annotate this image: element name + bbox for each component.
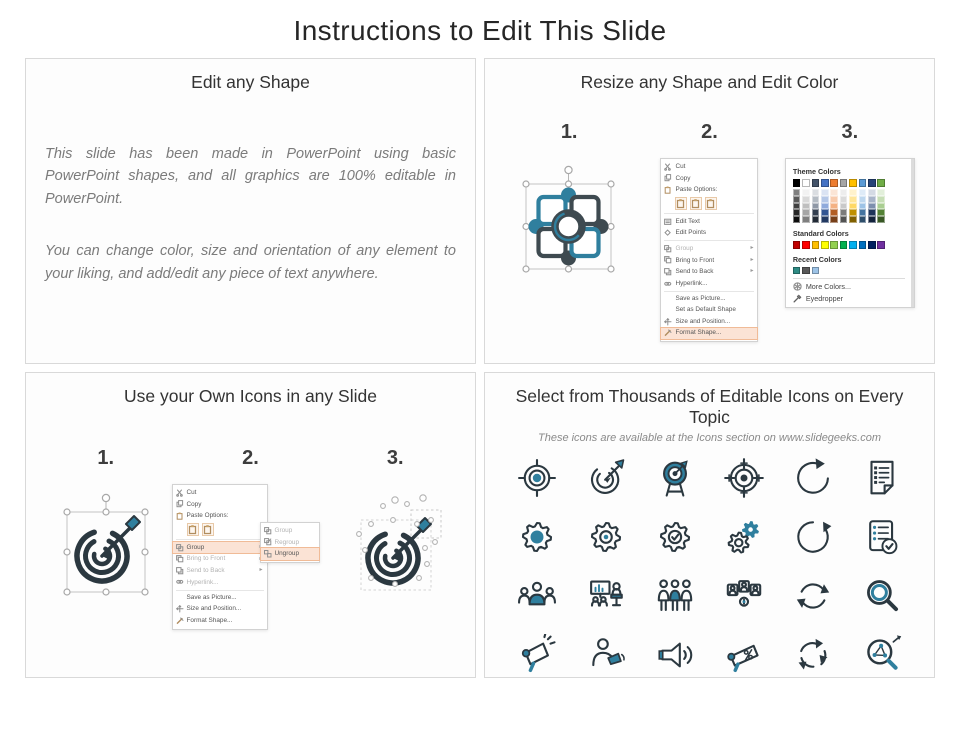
- theme-color-variant-swatch[interactable]: [812, 189, 820, 196]
- context-menu-item-label: Hyperlink...: [186, 578, 219, 586]
- step-number: 1.: [97, 447, 115, 469]
- menu-separator: [664, 291, 754, 292]
- step-number: 3.: [386, 447, 404, 469]
- cut-icon: [176, 489, 184, 497]
- double-gears-icon[interactable]: [722, 516, 766, 558]
- context-menu-item-label: Size and Position...: [675, 317, 731, 325]
- context-menu-item[interactable]: [261, 525, 319, 537]
- theme-color-swatch[interactable]: [793, 179, 801, 187]
- theme-color-variant-swatch[interactable]: [840, 203, 848, 210]
- context-menu-item-label: Group: [675, 244, 694, 252]
- panels-grid: [25, 58, 935, 678]
- paste-option-icon[interactable]: [675, 197, 687, 210]
- points-icon: [664, 229, 672, 237]
- context-menu-item-label: Edit Points: [675, 229, 707, 237]
- theme-color-variant-swatch[interactable]: [793, 189, 801, 196]
- powerpoint-context-menu: [660, 158, 758, 342]
- picker-separator: [793, 278, 905, 279]
- own-icons-step-3: [330, 447, 462, 606]
- theme-colors-label: Theme Colors: [792, 167, 841, 176]
- theme-color-variant-swatch[interactable]: [849, 196, 857, 203]
- context-menu-item-label: Send to Back: [675, 268, 714, 276]
- context-menu-item[interactable]: [661, 173, 757, 185]
- front-icon: [176, 555, 184, 563]
- standard-color-swatch[interactable]: [868, 241, 876, 249]
- context-menu-item-label: Bring to Front: [675, 256, 715, 264]
- back-icon: [176, 567, 184, 575]
- theme-color-variant-swatch[interactable]: [821, 189, 829, 196]
- theme-color-variant-swatch[interactable]: [802, 209, 810, 216]
- link-icon: [664, 280, 672, 288]
- submenu-arrow-icon: ▸: [259, 567, 263, 574]
- recent-color-swatch[interactable]: [812, 267, 820, 275]
- resize-steps-row: [485, 121, 934, 342]
- paste-icon: [664, 186, 672, 194]
- context-menu-item-label: Paste Options:: [675, 186, 718, 194]
- theme-color-variant-swatch[interactable]: [802, 216, 810, 223]
- resize-step-1: [499, 121, 639, 286]
- context-menu-item-label: Copy: [186, 500, 202, 508]
- document-checklist-icon[interactable]: [860, 457, 904, 499]
- theme-color-variant-swatch[interactable]: [849, 216, 857, 223]
- theme-color-variant-swatch[interactable]: [868, 209, 876, 216]
- panel-own-icons-title: Use your Own Icons in any Slide: [124, 386, 377, 406]
- own-icons-step-2: [172, 447, 330, 630]
- gear-check-icon[interactable]: [653, 516, 697, 558]
- theme-color-variant-swatch[interactable]: [802, 196, 810, 203]
- context-menu-item[interactable]: [661, 316, 757, 328]
- theme-color-variant-swatch[interactable]: [830, 189, 838, 196]
- magnifier-network-icon[interactable]: [860, 634, 904, 676]
- link-icon: [176, 578, 184, 586]
- context-menu-item-label: Hyperlink...: [675, 279, 708, 287]
- magnifier-icon[interactable]: [860, 575, 904, 617]
- theme-color-variant-swatch[interactable]: [793, 209, 801, 216]
- context-menu-item[interactable]: [661, 255, 757, 267]
- context-menu-item[interactable]: [261, 548, 319, 560]
- eyedropper-label: Eyedropper: [805, 294, 843, 304]
- slide-canvas: [0, 15, 960, 678]
- context-menu-item[interactable]: [173, 553, 267, 565]
- context-menu-item-label: Format Shape...: [675, 329, 722, 337]
- context-menu-item[interactable]: [173, 603, 267, 615]
- context-menu-item[interactable]: [661, 328, 757, 340]
- regroup-icon: [264, 538, 272, 546]
- step-number: 2.: [242, 447, 259, 469]
- gear-filled-icon[interactable]: [515, 516, 559, 558]
- resize-step-3: [780, 121, 920, 308]
- context-menu-item-label: Edit Text: [675, 217, 700, 225]
- theme-color-variant-swatch[interactable]: [840, 209, 848, 216]
- ungrouped-target-icon-graphic: [337, 484, 453, 606]
- menu-separator: [176, 590, 264, 591]
- standard-color-swatch[interactable]: [793, 241, 801, 249]
- context-menu-item[interactable]: [173, 577, 267, 589]
- standard-color-swatch[interactable]: [859, 241, 867, 249]
- panel-icon-library: [484, 372, 935, 678]
- dartboard-stand-icon[interactable]: [653, 457, 697, 499]
- theme-color-variant-swatch[interactable]: [859, 216, 867, 223]
- context-menu-item[interactable]: [173, 592, 267, 603]
- theme-color-variant-swatch[interactable]: [877, 189, 885, 196]
- standard-color-swatch[interactable]: [877, 241, 885, 249]
- copy-icon: [664, 174, 672, 182]
- theme-color-variant-swatch[interactable]: [821, 203, 829, 210]
- recent-colors-label: Recent Colors: [792, 254, 842, 264]
- theme-color-variant-swatch[interactable]: [868, 196, 876, 203]
- group-icon: [264, 527, 272, 535]
- team-profiles-icon[interactable]: [722, 575, 766, 617]
- theme-color-variant-swatch[interactable]: [812, 209, 820, 216]
- context-menu-item[interactable]: [173, 510, 267, 522]
- theme-color-variant-swatch[interactable]: [849, 189, 857, 196]
- context-menu-item[interactable]: [661, 278, 757, 290]
- theme-color-variant-swatch[interactable]: [859, 203, 867, 210]
- theme-color-variant-swatch[interactable]: [840, 216, 848, 223]
- more-colors-label: More Colors...: [805, 282, 851, 292]
- refresh-arrow-icon[interactable]: [791, 516, 835, 558]
- theme-color-variant-swatch[interactable]: [830, 209, 838, 216]
- menu-separator: [664, 213, 754, 214]
- size-icon: [176, 605, 184, 613]
- scope-target-icon[interactable]: [722, 457, 766, 499]
- context-menu-item[interactable]: [173, 542, 267, 554]
- theme-color-swatch[interactable]: [840, 179, 848, 187]
- four-square-shape-selected[interactable]: [509, 158, 629, 286]
- context-menu-item-label: Save as Picture...: [675, 295, 726, 303]
- submenu-arrow-icon: ▸: [750, 256, 754, 263]
- context-menu-item[interactable]: [661, 243, 757, 255]
- standard-color-swatch[interactable]: [849, 241, 857, 249]
- theme-color-variant-swatch[interactable]: [859, 209, 867, 216]
- size-icon: [664, 318, 672, 326]
- context-menu-item[interactable]: [261, 537, 319, 549]
- theme-color-swatch[interactable]: [868, 179, 876, 187]
- context-menu-item-label: Cut: [186, 488, 197, 496]
- theme-color-variant-swatch[interactable]: [812, 216, 820, 223]
- theme-color-variant-swatch[interactable]: [877, 209, 885, 216]
- own-icons-steps-row: [26, 447, 475, 630]
- context-menu-item[interactable]: [661, 216, 757, 228]
- team-speaker-icon[interactable]: [515, 575, 559, 617]
- context-menu-screenshot: [660, 158, 758, 342]
- standard-color-swatch[interactable]: [812, 241, 820, 249]
- context-menu-item[interactable]: [661, 184, 757, 196]
- paste-options-row: [661, 196, 757, 212]
- color-wheel-icon: [793, 282, 802, 291]
- team-standing-icon[interactable]: [653, 575, 697, 617]
- panel-resize-shape: [484, 58, 935, 364]
- color-picker-panel: [785, 158, 915, 308]
- step-number: 2.: [701, 121, 718, 143]
- theme-color-variant-swatch[interactable]: [877, 203, 885, 210]
- group-submenu: [260, 522, 320, 563]
- text-icon: [664, 218, 672, 226]
- person-megaphone-icon[interactable]: [584, 634, 628, 676]
- sync-two-arrows-icon[interactable]: [791, 575, 835, 617]
- eyedropper-icon: [793, 294, 802, 303]
- resize-step-2: [639, 121, 779, 342]
- theme-color-variant-swatch[interactable]: [859, 196, 867, 203]
- standard-colors-label: Standard Colors: [792, 229, 849, 239]
- standard-color-swatch[interactable]: [802, 241, 810, 249]
- ungroup-icon: [264, 550, 272, 558]
- paste-icon: [176, 512, 184, 520]
- sync-three-arrows-icon[interactable]: [791, 634, 835, 676]
- paste-option-icon[interactable]: [690, 197, 702, 210]
- color-picker-screenshot: [785, 158, 915, 308]
- context-menu-item[interactable]: [173, 615, 267, 627]
- theme-color-variant-swatch[interactable]: [812, 196, 820, 203]
- submenu-arrow-icon: ▸: [750, 245, 754, 252]
- theme-color-variant-swatch[interactable]: [830, 216, 838, 223]
- panel-edit-shape: [25, 58, 476, 364]
- paste-options-row: [173, 522, 267, 538]
- rotate-arrow-icon[interactable]: [791, 457, 835, 499]
- theme-color-variant-swatch[interactable]: [802, 203, 810, 210]
- theme-color-swatch[interactable]: [849, 179, 857, 187]
- theme-color-variant-swatch[interactable]: [849, 209, 857, 216]
- theme-color-variant-swatch[interactable]: [793, 216, 801, 223]
- standard-color-swatch[interactable]: [840, 241, 848, 249]
- theme-color-variant-swatch[interactable]: [859, 189, 867, 196]
- theme-color-variant-swatch[interactable]: [849, 203, 857, 210]
- selected-shape-graphic: [509, 158, 629, 286]
- eyedropper-option[interactable]: [793, 294, 905, 303]
- context-menu-item[interactable]: [173, 499, 267, 511]
- checklist-clock-icon[interactable]: [860, 516, 904, 558]
- own-icons-step-1: [40, 447, 172, 606]
- cut-icon: [664, 163, 672, 171]
- theme-color-variant-swatch[interactable]: [868, 189, 876, 196]
- menu-separator: [664, 240, 754, 241]
- icon-library-subtitle: These icons are available at the Icons section on www.slidegeeks.com: [537, 432, 881, 444]
- context-menu-item-label: Format Shape...: [186, 616, 233, 624]
- back-icon: [664, 268, 672, 276]
- context-menu-item-label: Copy: [675, 174, 691, 182]
- paste-option-icon[interactable]: [187, 523, 199, 536]
- step-number: 1.: [560, 121, 578, 143]
- panel-edit-shape-title: Edit any Shape: [191, 72, 310, 92]
- theme-color-variant-swatch[interactable]: [812, 203, 820, 210]
- context-menu-item-label: Set as Default Shape: [675, 306, 736, 314]
- theme-color-variant-swatch[interactable]: [830, 203, 838, 210]
- theme-color-swatch[interactable]: [802, 179, 810, 187]
- theme-color-variant-swatch[interactable]: [821, 209, 829, 216]
- theme-color-variant-swatch[interactable]: [821, 196, 829, 203]
- recent-color-swatch[interactable]: [793, 267, 801, 275]
- group-icon: [664, 245, 672, 253]
- theme-color-swatch[interactable]: [859, 179, 867, 187]
- standard-color-swatch[interactable]: [830, 241, 838, 249]
- theme-color-variant-swatch[interactable]: [877, 196, 885, 203]
- theme-color-swatch[interactable]: [877, 179, 885, 187]
- context-menu-item-label: Paste Options:: [186, 512, 229, 520]
- picker-scrollbar[interactable]: [911, 159, 914, 307]
- more-colors-option[interactable]: [793, 282, 905, 291]
- theme-color-variant-swatch[interactable]: [821, 216, 829, 223]
- gear-dot-icon[interactable]: [584, 516, 628, 558]
- standard-color-swatch[interactable]: [821, 241, 829, 249]
- context-menu-item-label: Bring to Front: [186, 555, 226, 563]
- powerpoint-context-menu: [172, 484, 268, 630]
- presentation-board-icon[interactable]: [584, 575, 628, 617]
- paste-option-icon[interactable]: [705, 197, 717, 210]
- context-menu-item-label: Save as Picture...: [186, 593, 237, 601]
- theme-color-variant-swatch[interactable]: [793, 196, 801, 203]
- format-icon: [664, 329, 672, 337]
- target-icon-selected[interactable]: [48, 484, 164, 606]
- menu-separator: [176, 539, 264, 540]
- context-menu-item-label: Ungroup: [274, 550, 300, 558]
- context-menu-item[interactable]: [661, 227, 757, 239]
- target-icon-ungrouped[interactable]: [337, 484, 453, 606]
- theme-color-variant-swatch[interactable]: [840, 189, 848, 196]
- edit-shape-paragraph-1: This slide has been made in PowerPoint using basic PowerPoint shapes, and all graphics are 100% editable in PowerPoint.: [45, 146, 456, 207]
- dartboard-dart-icon[interactable]: [584, 457, 628, 499]
- theme-color-variant-swatch[interactable]: [868, 203, 876, 210]
- front-icon: [664, 256, 672, 264]
- submenu-arrow-icon: ▸: [750, 268, 754, 275]
- context-menu-item-label: Regroup: [274, 538, 300, 546]
- theme-color-swatch[interactable]: [812, 179, 820, 187]
- group-icon: [176, 544, 184, 552]
- recent-color-swatch[interactable]: [802, 267, 810, 275]
- theme-color-variant-swatch[interactable]: [840, 196, 848, 203]
- context-menu-item-label: Group: [186, 543, 205, 551]
- megaphone-discount-icon[interactable]: [722, 634, 766, 676]
- slide-title: Instructions to Edit This Slide: [293, 15, 667, 46]
- edit-shape-paragraph-2: You can change color, size and orientation of any element to your liking, and add/edit any piece of text anywhere.: [45, 243, 456, 282]
- context-menu-item[interactable]: [661, 293, 757, 304]
- context-menu-item-label: Send to Back: [186, 566, 225, 574]
- context-menu-item[interactable]: [173, 565, 267, 577]
- context-menu-item[interactable]: [661, 305, 757, 316]
- context-menu-item[interactable]: [661, 266, 757, 278]
- target-crosshair-icon[interactable]: [515, 457, 559, 499]
- theme-color-swatch[interactable]: [821, 179, 829, 187]
- group-context-menu-screenshot: [172, 484, 330, 630]
- copy-icon: [176, 500, 184, 508]
- panel-own-icons: [25, 372, 476, 678]
- context-menu-item-label: Group: [274, 526, 293, 534]
- step-number: 3.: [841, 121, 859, 143]
- theme-color-variant-swatch[interactable]: [802, 189, 810, 196]
- icon-library-grid: [485, 444, 934, 676]
- theme-color-variant-swatch[interactable]: [877, 216, 885, 223]
- selected-target-icon-graphic: [48, 484, 164, 606]
- group-menu-wrapper: [172, 484, 330, 630]
- theme-color-variant-swatch[interactable]: [793, 203, 801, 210]
- paste-option-icon[interactable]: [202, 523, 214, 536]
- megaphone-icon[interactable]: [515, 634, 559, 676]
- theme-color-variant-swatch[interactable]: [868, 216, 876, 223]
- panel-resize-shape-title: Resize any Shape and Edit Color: [580, 72, 839, 92]
- context-menu-item-label: Cut: [675, 162, 686, 170]
- megaphone-waves-icon[interactable]: [653, 634, 697, 676]
- format-icon: [176, 617, 184, 625]
- context-menu-item[interactable]: [661, 161, 757, 173]
- theme-color-variant-swatch[interactable]: [830, 196, 838, 203]
- context-menu-item-label: Size and Position...: [186, 605, 242, 613]
- context-menu-item[interactable]: [173, 487, 267, 499]
- theme-color-swatch[interactable]: [830, 179, 838, 187]
- panel-icon-library-title: Select from Thousands of Editable Icons on Every Topic: [515, 386, 904, 427]
